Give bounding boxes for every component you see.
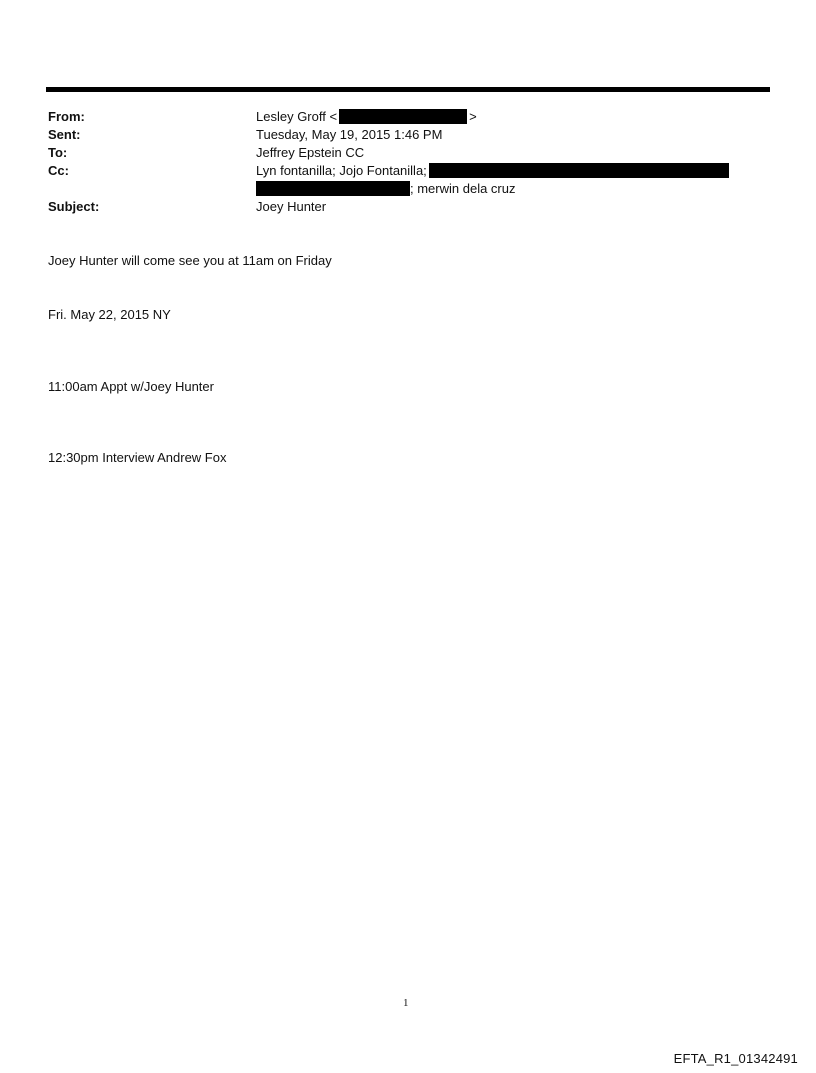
- body-line-4: 12:30pm Interview Andrew Fox: [48, 450, 227, 465]
- from-row: [48, 108, 748, 126]
- to-value: Jeffrey Epstein CC: [256, 145, 365, 160]
- from-name: Lesley Groff <: [256, 109, 338, 124]
- sent-value: Tuesday, May 19, 2015 1:46 PM: [256, 127, 443, 142]
- body-line-2: Fri. May 22, 2015 NY: [48, 307, 171, 322]
- header-rule: [46, 87, 770, 92]
- page-number: 1: [403, 997, 409, 1009]
- cc-line2-wrap: [256, 180, 515, 198]
- subject-label: Subject:: [48, 199, 100, 214]
- cc-line1: Lyn fontanilla; Jojo Fontanilla;: [256, 163, 427, 178]
- to-label: To:: [48, 145, 68, 160]
- email-header: [48, 108, 748, 216]
- bates-number: EFTA_R1_01342491: [673, 1051, 798, 1066]
- from-close: >: [469, 109, 477, 124]
- cc-label: Cc:: [48, 163, 69, 178]
- cc-line2: ; merwin dela cruz: [410, 181, 516, 196]
- from-value: [256, 108, 746, 126]
- subject-value: Joey Hunter: [256, 199, 327, 214]
- sent-row: [48, 126, 748, 144]
- sent-label: Sent:: [48, 127, 81, 142]
- redaction-block: [339, 109, 467, 124]
- body-line-3: 11:00am Appt w/Joey Hunter: [48, 379, 214, 394]
- to-row: [48, 144, 748, 162]
- body-line-1: Joey Hunter will come see you at 11am on Friday: [48, 253, 332, 268]
- cc-value: [256, 162, 746, 196]
- cc-row: [48, 162, 748, 198]
- from-label: From:: [48, 109, 85, 124]
- redaction-block: [256, 181, 410, 196]
- redaction-block: [429, 163, 729, 178]
- subject-row: [48, 198, 748, 216]
